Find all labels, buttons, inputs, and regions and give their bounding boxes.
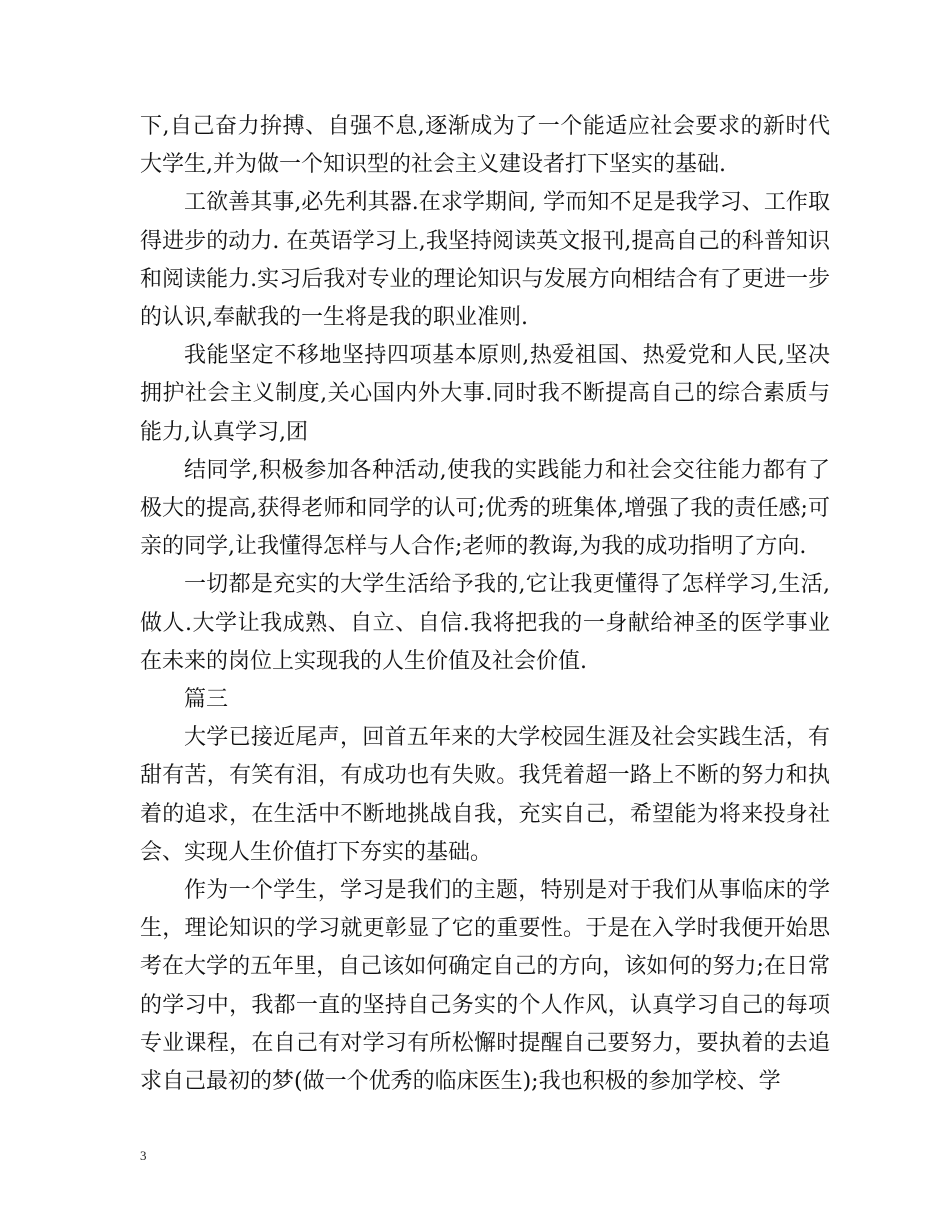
paragraph-college-life: 一切都是充实的大学生活给予我的,它让我更懂得了怎样学习,生活,做人.大学让我成熟、自立、自信.我将把我的一身献给神圣的医学事业在未来的岗位上实现我的人生价值及社会价值.	[140, 572, 830, 674]
section-heading: 篇三	[184, 687, 229, 713]
paragraph-study-tools: 工欲善其事,必先利其器.在求学期间, 学而知不足是我学习、工作取得进步的动力. 在英语学习上,我坚持阅读英文报刊,提高自己的科普知识和阅读能力.实习后我对专业的理论知识与发展方向相结合有了更进一步的认识,奉献我的一生将是我的职业准则.	[140, 190, 830, 331]
paragraph-continuation: 下,自己奋力拚搏、自强不息,逐渐成为了一个能适应社会要求的新时代大学生,并为做一个知识型的社会主义建设者打下坚实的基础.	[140, 114, 830, 178]
paragraph-learning: 作为一个学生，学习是我们的主题，特别是对于我们从事临床的学生，理论知识的学习就更彰显了它的重要性。于是在入学时我便开始思考在大学的五年里，自己该如何确定自己的方向，该如何的努力;在日常的学习中，我都一直的坚持自己务实的个人作风，认真学习自己的每项专业课程，在自己有对学习有所松懈时提醒自己要努力，要执着的去追求自己最初的梦(做一个优秀的临床医生);我也积极的参加学校、学	[140, 878, 830, 1095]
paragraph-review: 大学已接近尾声，回首五年来的大学校园生涯及社会实践生活，有甜有苦，有笑有泪，有成功也有失败。我凭着超一路上不断的努力和执着的追求，在生活中不断地挑战自我，充实自己，希望能为将来投身社会、实现人生价值打下夯实的基础。	[140, 725, 830, 865]
document-body	[140, 108, 830, 1101]
paragraph-classmates: 结同学,积极参加各种活动,使我的实践能力和社会交往能力都有了极大的提高,获得老师和同学的认可;优秀的班集体,增强了我的责任感;可亲的同学,让我懂得怎样与人合作;老师的教诲,为我的成功指明了方向.	[140, 457, 830, 560]
paragraph-principles: 我能坚定不移地坚持四项基本原则,热爱祖国、热爱党和人民,坚决拥护社会主义制度,关心国内外大事.同时我不断提高自己的综合素质与能力,认真学习,团	[140, 343, 830, 445]
page-number: 3	[140, 1148, 147, 1163]
